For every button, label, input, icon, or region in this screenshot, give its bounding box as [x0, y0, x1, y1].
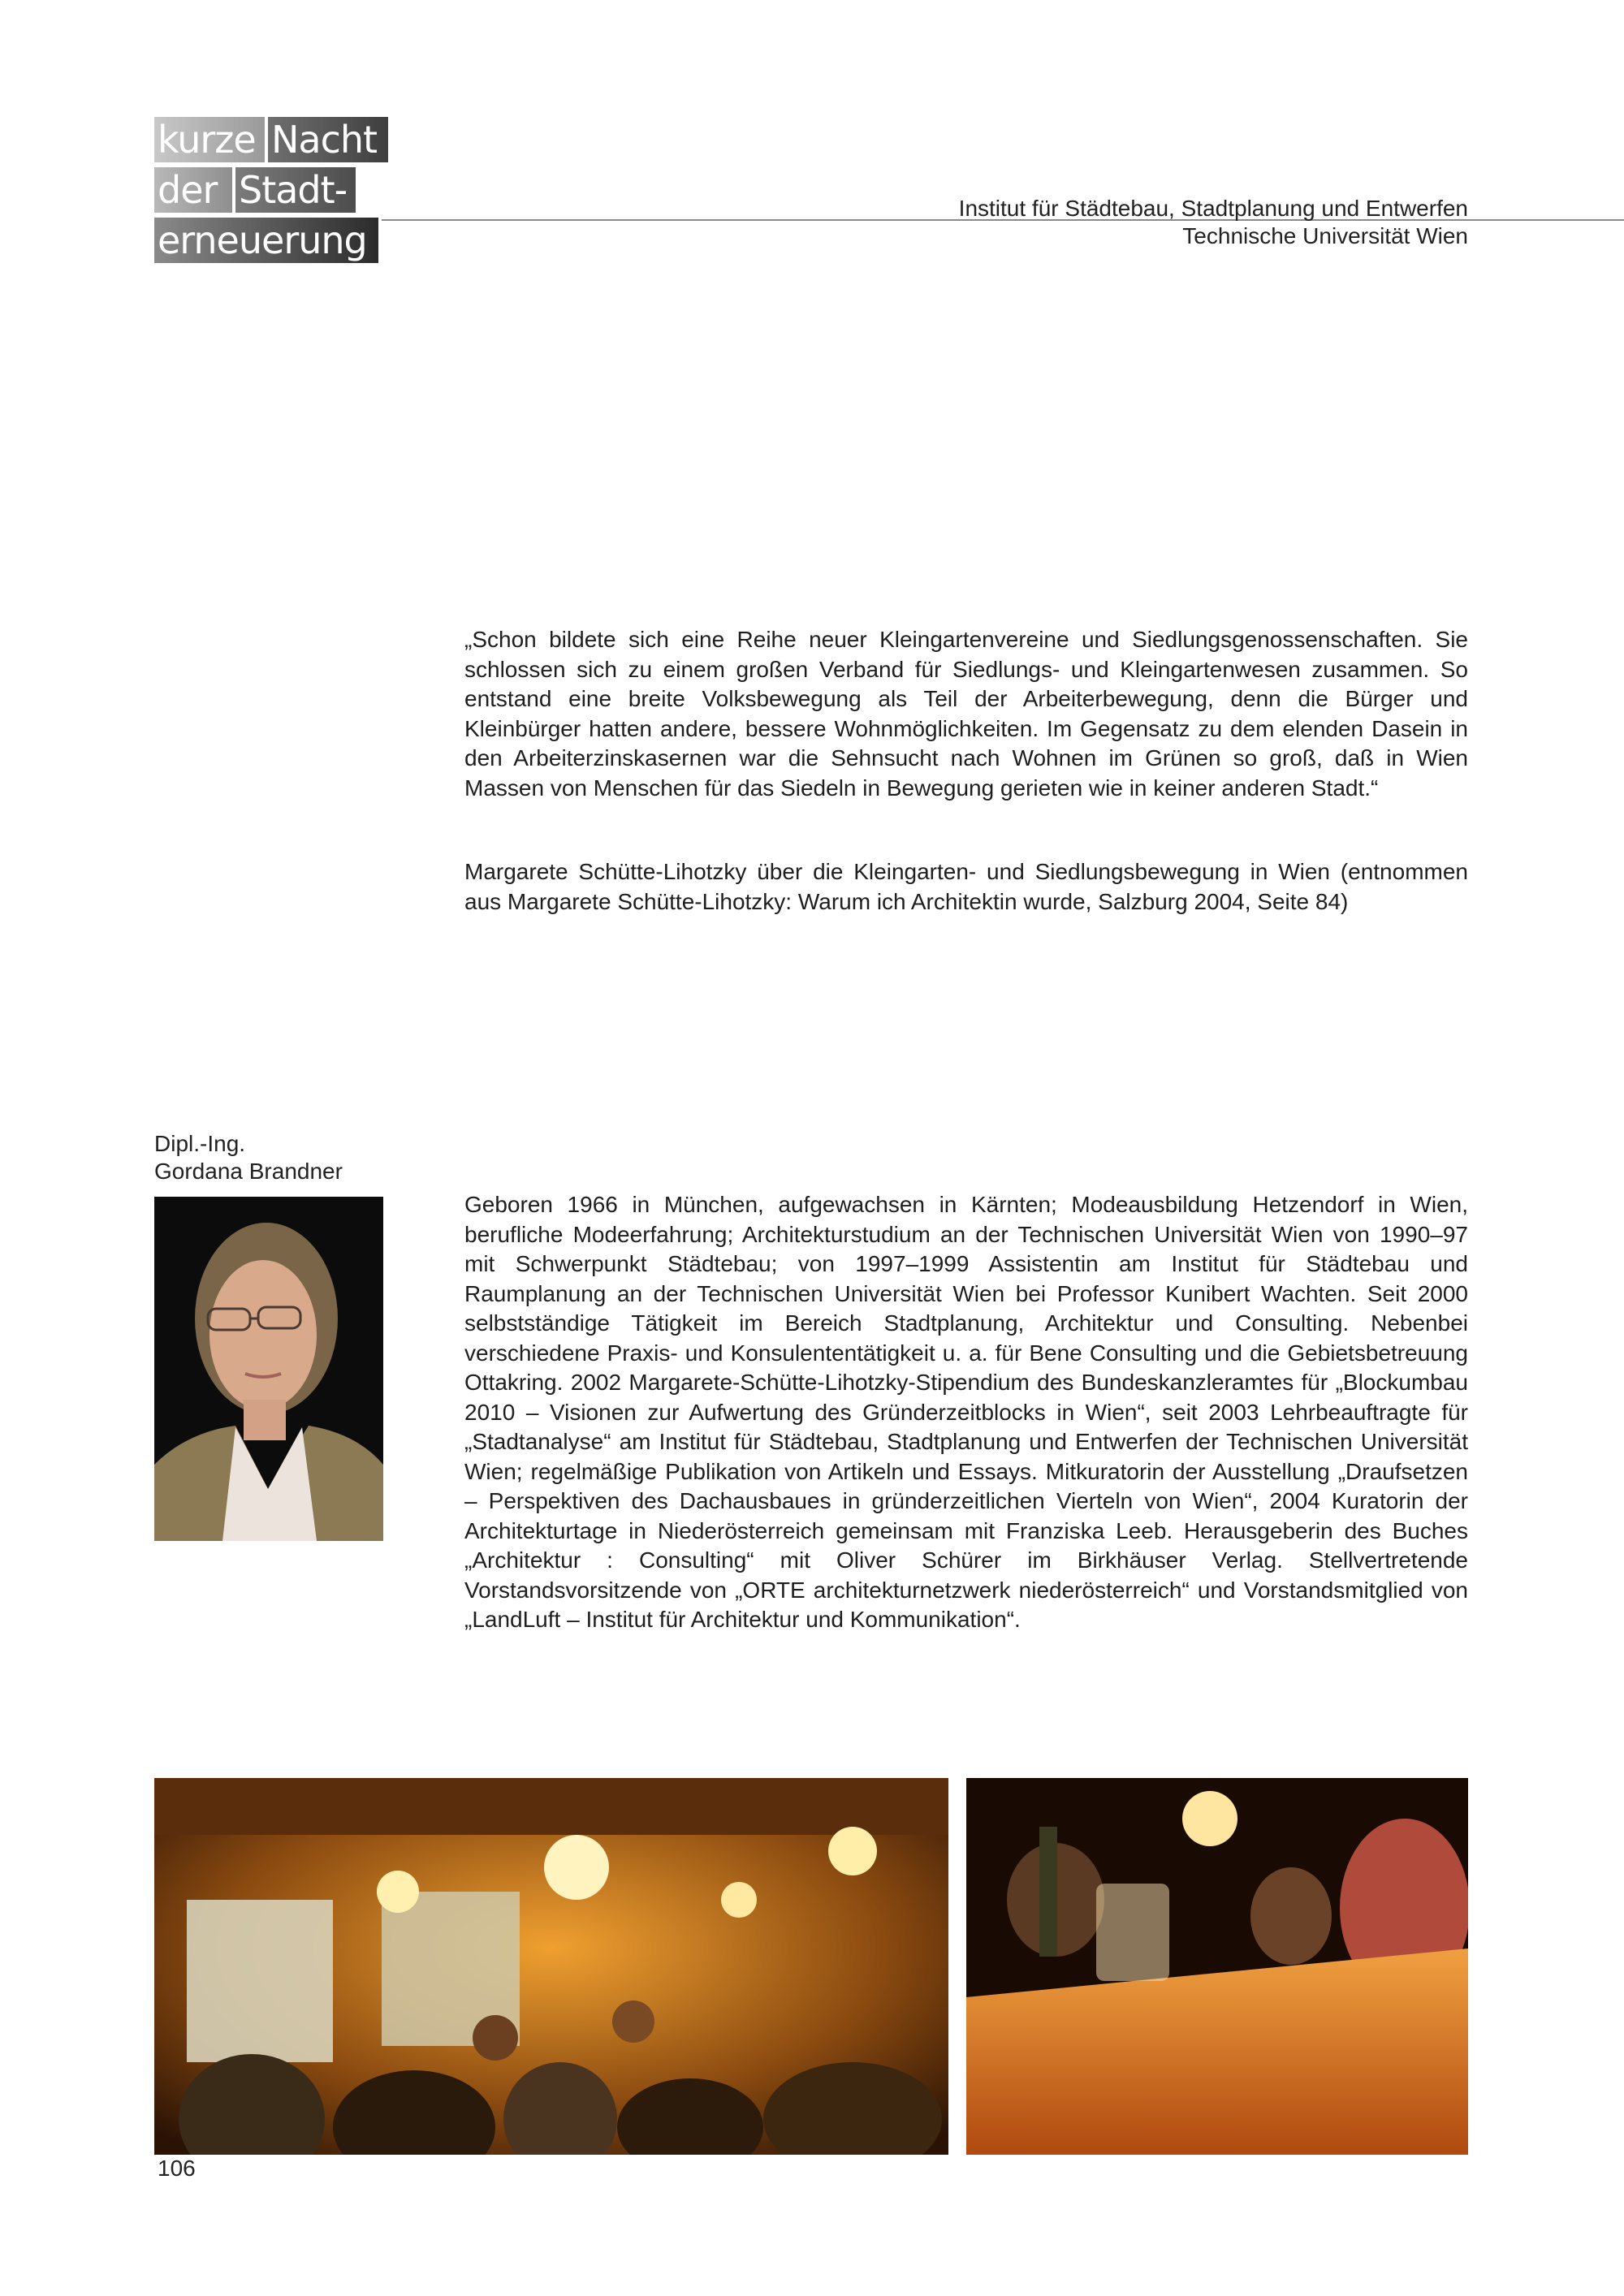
- portrait-photo: [154, 1197, 383, 1541]
- bio-paragraph: Geboren 1966 in München, aufgewachsen in Kärnten; Modeausbildung Hetzendorf in Wien, berufliche Modeerfahrung; Architekturstudium an der Technischen Universität Wien von 1990–97 mit Schwerpunkt Städtebau; von 1997–1999 Assistentin am Institut für Städtebau und Raumplanung an der Technischen Universität Wien bei Professor Kunibert Wachten. Seit 2000 selbstständige Tätigkeit im Bereich Stadtplanung, Architektur und Consulting. Nebenbei verschiedene Praxis- und Konsulententätigkeit u. a. für Bene Consulting und die Gebietsbetreuung Ottakring. 2002 Margarete-Schütte-Lihotzky-Stipendium des Bundeskanzleramtes für „Blockumbau 2010 – Visionen zur Aufwertung des Gründerzeitblocks in Wien“, seit 2003 Lehrbeauftragte für „Stadtanalyse“ am Institut für Städtebau, Stadtplanung und Entwerfen der Technischen Universität Wien; regelmäßige Publikation von Artikeln und Essays. Mitkuratorin der Ausstellung „Draufsetzen – Perspektiven des Dachausbaues in gründerzeitlichen Vierteln von Wien“, 2004 Kuratorin der Architekturtage in Niederösterreich gemeinsam mit Franziska Leeb. Herausgeberin des Buches „Architektur : Consulting“ mit Oliver Schürer im Birkhäuser Verlag. Stellvertretende Vorstandsvorsitzende von „ORTE architekturnetzwerk niederösterreich“ und Vorstandsmitglied von „LandLuft – Institut für Architektur und Kommunikation“.: [464, 1192, 1468, 1632]
- person-name: Gordana Brandner: [154, 1159, 343, 1184]
- series-logo: [154, 117, 388, 268]
- quote-source: Margarete Schütte-Lihotzky über die Kleingarten- und Siedlungsbewegung in Wien (entnommen aus Margarete Schütte-Lihotzky: Warum ich Architektin wurde, Salzburg 2004, Seite 84): [464, 859, 1468, 914]
- logo-word-der: der: [154, 167, 232, 213]
- logo-row-3: [154, 218, 388, 263]
- person-title: Dipl.-Ing.: [154, 1131, 246, 1156]
- institute-header: [959, 195, 1468, 250]
- logo-row-1: [154, 117, 388, 162]
- quote-paragraph: „Schon bildete sich eine Reihe neuer Kleingartenvereine und Siedlungsgenossenschaften. Sie schlossen sich zu einem großen Verband für Siedlungs- und Kleingartenwesen zusammen. So entstand eine breite Volksbewegung als Teil der Arbeiterbewegung, denn die Bürger und Kleinbürger hatten andere, bessere Wohnmöglichkeiten. Im Gegensatz zu dem elenden Dasein in den Arbeiterzinskasernen war die Sehnsucht nach Wohnen im Grünen so groß, daß in Wien Massen von Menschen für das Siedeln in Bewegung gerieten wie in keiner anderen Stadt.“: [464, 627, 1468, 801]
- person-label: [154, 1130, 343, 1185]
- event-photo-bar: [966, 1778, 1468, 2155]
- logo-row-2: [154, 167, 388, 213]
- university-name: Technische Universität Wien: [1182, 223, 1468, 248]
- page-number: 106: [158, 2156, 196, 2181]
- event-photo-hall: [154, 1778, 948, 2155]
- logo-word-erneuerung: erneuerung: [154, 218, 378, 263]
- logo-word-stadt: Stadt-: [235, 167, 356, 213]
- logo-word-nacht: Nacht: [268, 117, 388, 162]
- institute-name: Institut für Städtebau, Stadtplanung und Entwerfen: [958, 196, 1468, 221]
- logo-word-kurze: kurze: [154, 117, 265, 162]
